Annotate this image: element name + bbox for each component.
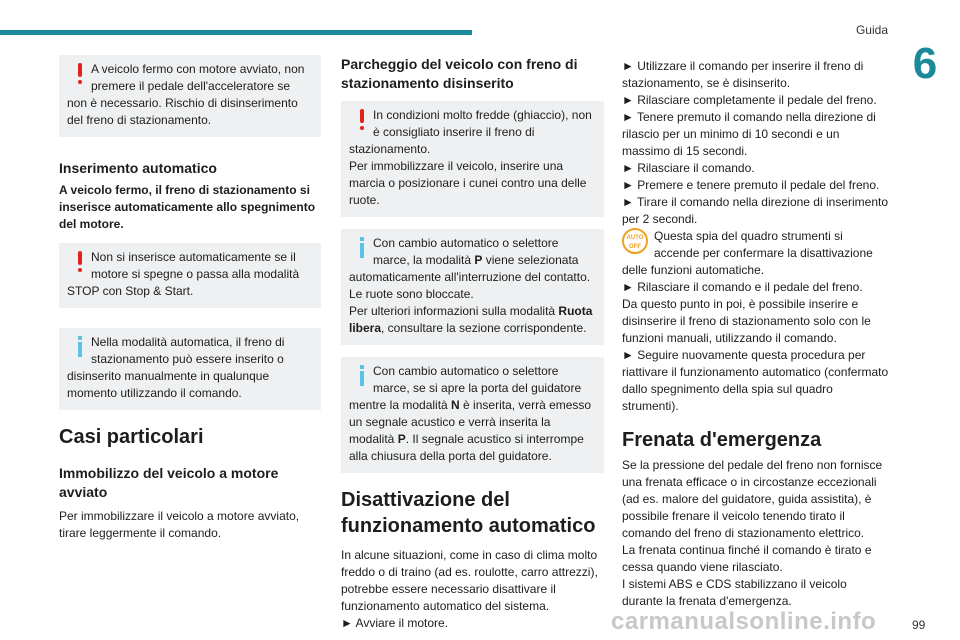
emergenza-text: La frenata continua finché il comando è tirato e cessa quando viene rilasciato. [622, 543, 872, 574]
info-text: mentre la modalità N è inserita, verrà emesso un segnale acustico e verrà inserita la modalità P. Il segnale acustico si interrompe alla chiusura della porta del guidatore. [349, 398, 592, 463]
column-1 [59, 55, 321, 542]
lamp-text: delle funzioni automatiche. [622, 263, 765, 277]
after-text: Da questo punto in poi, è possibile inserire e disinserire il freno di stazionamento solo con le funzioni manuali, utilizzando il comando. [622, 297, 871, 345]
header-bar [0, 30, 472, 35]
step-item: ► Rilasciare completamente il pedale del freno. [622, 93, 877, 107]
warning-icon [75, 63, 85, 85]
emergenza-text: I sistemi ABS e CDS stabilizzano il veicolo durante la frenata d'emergenza. [622, 577, 847, 608]
step-item: ► Tenere premuto il comando nella direzione di rilascio per un minimo di 10 secondi e un massimo di 15 secondi. [622, 110, 876, 158]
info-text: Le ruote sono bloccate. [349, 287, 474, 301]
warning-icon [75, 251, 85, 273]
info-icon [357, 237, 367, 259]
step-item: ► Utilizzare il comando per inserire il freno di stazionamento, se è disinserito. [622, 59, 864, 90]
info-box [341, 229, 604, 345]
page-number: 99 [912, 618, 926, 632]
info-text: Per ulteriori informazioni sulla modalità Ruota libera, consultare la sezione corrispondente. [349, 304, 593, 335]
section-title: Guida [855, 23, 888, 37]
column-3 [622, 58, 890, 610]
heading-frenata-emergenza: Frenata d'emergenza [622, 429, 822, 451]
heading-inserimento-automatico: Inserimento automatico [59, 160, 217, 176]
step-item: ► Avviare il motore. [341, 616, 449, 630]
immobilizzo-text: Per immobilizzare il veicolo a motore avviato, tirare leggermente il comando. [59, 509, 300, 540]
heading-casi-particolari: Casi particolari [59, 426, 204, 448]
info-text: Con cambio automatico o selettore marce, la modalità P viene selezionata [373, 236, 579, 267]
auto-off-lamp-icon: AUTO OFF [622, 228, 648, 254]
step-item: ► Rilasciare il comando. [622, 161, 755, 175]
warning-box [341, 101, 604, 217]
warning-box [59, 243, 321, 308]
warning-text: A veicolo fermo con motore avviato, non premere il pedale dell'acceleratore se [91, 62, 305, 93]
column-2 [341, 55, 604, 632]
step-item: ► Tirare il comando nella direzione di inserimento per 2 secondi. [622, 195, 889, 226]
info-box [341, 357, 604, 473]
warning-lamp-note [622, 228, 890, 279]
heading-immobilizzo: Immobilizzo del veicolo a motore avviato [59, 465, 279, 500]
info-text: disinserito manualmente in qualunque momento utilizzando il comando. [67, 369, 270, 400]
step-item: ► Premere e tenere premuto il pedale del freno. [622, 178, 880, 192]
warning-text: In condizioni molto fredde (ghiaccio), non è consigliato inserire il freno di [373, 108, 592, 139]
warning-text: non è necessario. Rischio di disinserimento del freno di stazionamento. [67, 96, 298, 127]
heading-disattivazione: Disattivazione del funzionamento automatico [341, 489, 596, 537]
warning-text: stazionamento. [349, 142, 431, 156]
watermark: carmanualsonline.info [611, 608, 877, 635]
step-item: ► Rilasciare il comando e il pedale del freno. [622, 280, 863, 294]
lamp-text: Questa spia del quadro strumenti si accende per confermare la disattivazione [654, 229, 873, 260]
info-box [59, 328, 321, 410]
auto-description: A veicolo fermo, il freno di stazionamento si inserisce automaticamente allo spegnimento del motore. [59, 183, 316, 231]
warning-text: STOP con Stop & Start. [67, 284, 194, 298]
warning-text: Per immobilizzare il veicolo, inserire una marcia o posizionare i cunei contro una delle ruote. [349, 159, 587, 207]
chapter-number: 6 [912, 39, 938, 88]
heading-parcheggio: Parcheggio del veicolo con freno di stazionamento disinserito [341, 56, 578, 91]
info-text: automaticamente all'interruzione del contatto. [349, 270, 591, 284]
info-icon [75, 336, 85, 358]
emergenza-text: Se la pressione del pedale del freno non fornisce una frenata efficace o in circostanze eccezionali (ad es. malore del guidatore, guida assistita), è possibile frenare il veicolo tenendo tirato il comando del freno di stazionamento elettrico. [622, 458, 883, 540]
info-icon [357, 365, 367, 387]
warning-box [59, 55, 321, 137]
step-item: ► Seguire nuovamente questa procedura per riattivare il funzionamento automatico (confermato dallo spegnimento della spia sul quadro strumenti). [622, 348, 889, 413]
warning-icon [357, 109, 367, 131]
warning-text: Non si inserisce automaticamente se il motore si spegne o passa alla modalità [91, 250, 300, 281]
info-text: Con cambio automatico o selettore marce, se si apre la porta del guidatore [373, 364, 582, 395]
info-text: Nella modalità automatica, il freno di stazionamento può essere inserito o [91, 335, 285, 366]
disattivazione-text: In alcune situazioni, come in caso di clima molto freddo o di traino (ad es. roulotte, carro attrezzi), potrebbe essere necessario disattivare il funzionamento automatico del sistema. [341, 548, 598, 613]
